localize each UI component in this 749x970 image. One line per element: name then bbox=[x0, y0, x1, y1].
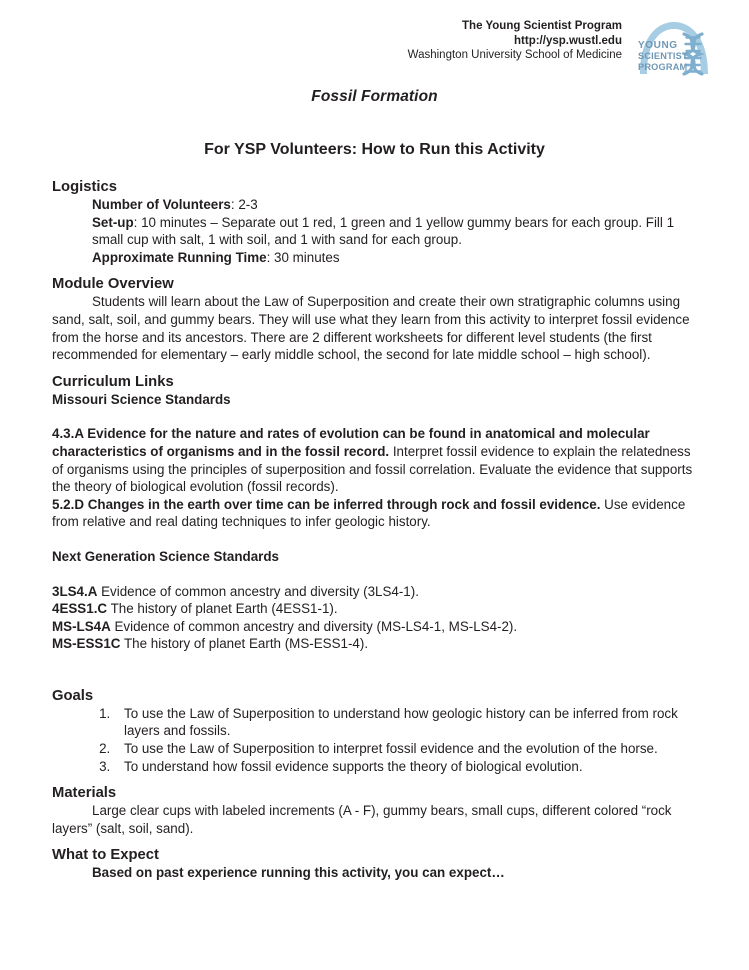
standard-item bbox=[52, 496, 702, 531]
spacer bbox=[52, 531, 702, 548]
ngss-item bbox=[52, 583, 702, 601]
program-name: The Young Scientist Program bbox=[462, 20, 622, 32]
spacer bbox=[52, 364, 702, 373]
section-heading-module-overview: Module Overview bbox=[52, 276, 174, 293]
list-item: 3. To understand how fossil evidence supports the theory of biological evolution. bbox=[114, 758, 702, 776]
logistics-time-value: : 30 minutes bbox=[266, 249, 340, 265]
logistics-time-line bbox=[52, 249, 702, 267]
logistics-volunteers-label: Number of Volunteers bbox=[92, 197, 231, 212]
ngss-item bbox=[52, 618, 702, 636]
spacer bbox=[52, 653, 702, 687]
document-title: Fossil Formation bbox=[311, 88, 438, 105]
spacer bbox=[52, 408, 702, 425]
ngss-text: Evidence of common ancestry and diversity (MS-LS4-1, MS-LS4-2). bbox=[110, 618, 518, 634]
module-overview-body: Students will learn about the Law of Superposition and create their own stratigraphic columns using sand, salt, soil, and gummy bears. They will use what they learn from this activity to interpret fossil evidence from the horse and its ancestors. There are 2 different worksheets for different level students (the first recommended for elementary – early middle school, the second for late middle school – high school). bbox=[52, 294, 690, 363]
spacer bbox=[52, 775, 702, 784]
ngss-text: The history of planet Earth (MS-ESS1-4). bbox=[120, 636, 369, 652]
logistics-setup-label: Set-up bbox=[92, 214, 134, 230]
document-subtitle: For YSP Volunteers: How to Run this Activity bbox=[204, 141, 545, 158]
ngss-item bbox=[52, 635, 702, 653]
logo-word-young: YOUNG bbox=[638, 40, 678, 51]
goals-list bbox=[52, 705, 702, 775]
letterhead bbox=[300, 18, 712, 80]
standard-detail: Interpret fossil evidence to explain the relatedness of organisms using the principles of superposition and fossil correlation. Evaluate the evidence that supports the theory of biological evolution (fossil records). bbox=[52, 443, 693, 495]
list-item: 2. To use the Law of Superposition to interpret fossil evidence and the evolution of the horse. bbox=[114, 740, 702, 758]
document-body bbox=[52, 178, 702, 882]
program-url[interactable]: http://ysp.wustl.edu bbox=[514, 34, 622, 47]
standard-detail: Use evidence from relative and real dating techniques to infer geologic history. bbox=[52, 496, 686, 530]
list-item: 1. To use the Law of Superposition to understand how geologic history can be inferred from rock layers and fossils. bbox=[114, 705, 702, 740]
subheading-ngss: Next Generation Science Standards bbox=[52, 548, 279, 564]
logistics-volunteers-value: : 2-3 bbox=[230, 197, 258, 212]
section-heading-goals: Goals bbox=[52, 687, 94, 704]
ysp-logo-graphic bbox=[634, 18, 712, 80]
logistics-time-label: Approximate Running Time bbox=[92, 249, 267, 265]
logistics-setup-value: : 10 minutes – Separate out 1 red, 1 green and 1 yellow gummy bears for each group. Fill 1 small cup with salt, 1 with soil, and 1 with sand for each group. bbox=[92, 214, 675, 248]
ngss-text: Evidence of common ancestry and diversity (3LS4-1). bbox=[97, 583, 419, 599]
standard-code-description: 5.2.D Changes in the earth over time can be inferred through rock and fossil evidence. bbox=[52, 496, 601, 512]
letterhead-text-block bbox=[408, 18, 622, 63]
ngss-code: 4ESS1.C bbox=[52, 601, 108, 617]
ysp-logo bbox=[634, 18, 712, 80]
ngss-code: MS-ESS1C bbox=[52, 636, 121, 652]
institution-name: Washington University School of Medicine bbox=[407, 49, 622, 61]
section-heading-curriculum-links: Curriculum Links bbox=[52, 373, 174, 390]
subheading-missouri-standards: Missouri Science Standards bbox=[52, 391, 231, 407]
logistics-setup-line bbox=[52, 214, 702, 249]
ngss-item bbox=[52, 600, 702, 618]
spacer bbox=[52, 837, 702, 846]
materials-body: Large clear cups with labeled increments (A - F), gummy bears, small cups, different colored “rock layers” (salt, soil, sand). bbox=[52, 803, 672, 836]
section-heading-logistics: Logistics bbox=[52, 179, 117, 195]
section-heading-materials: Materials bbox=[52, 785, 117, 802]
ngss-code: MS-LS4A bbox=[52, 618, 111, 634]
what-to-expect-body: Based on past experience running this activity, you can expect… bbox=[92, 865, 505, 881]
spacer bbox=[52, 266, 702, 275]
ngss-text: The history of planet Earth (4ESS1-1). bbox=[107, 601, 338, 617]
logo-word-scientist: SCIENTIST bbox=[638, 51, 688, 61]
logo-word-program: PROGRAM bbox=[638, 62, 688, 72]
spacer bbox=[52, 566, 702, 583]
logistics-volunteers-line bbox=[52, 196, 702, 214]
section-heading-what-to-expect: What to Expect bbox=[52, 847, 159, 864]
standard-item bbox=[52, 425, 702, 495]
standard-code-description: 4.3.A Evidence for the nature and rates of evolution can be found in anatomical and molecular characteristics of organisms and in the fossil record. bbox=[52, 426, 650, 459]
ngss-code: 3LS4.A bbox=[52, 583, 98, 599]
